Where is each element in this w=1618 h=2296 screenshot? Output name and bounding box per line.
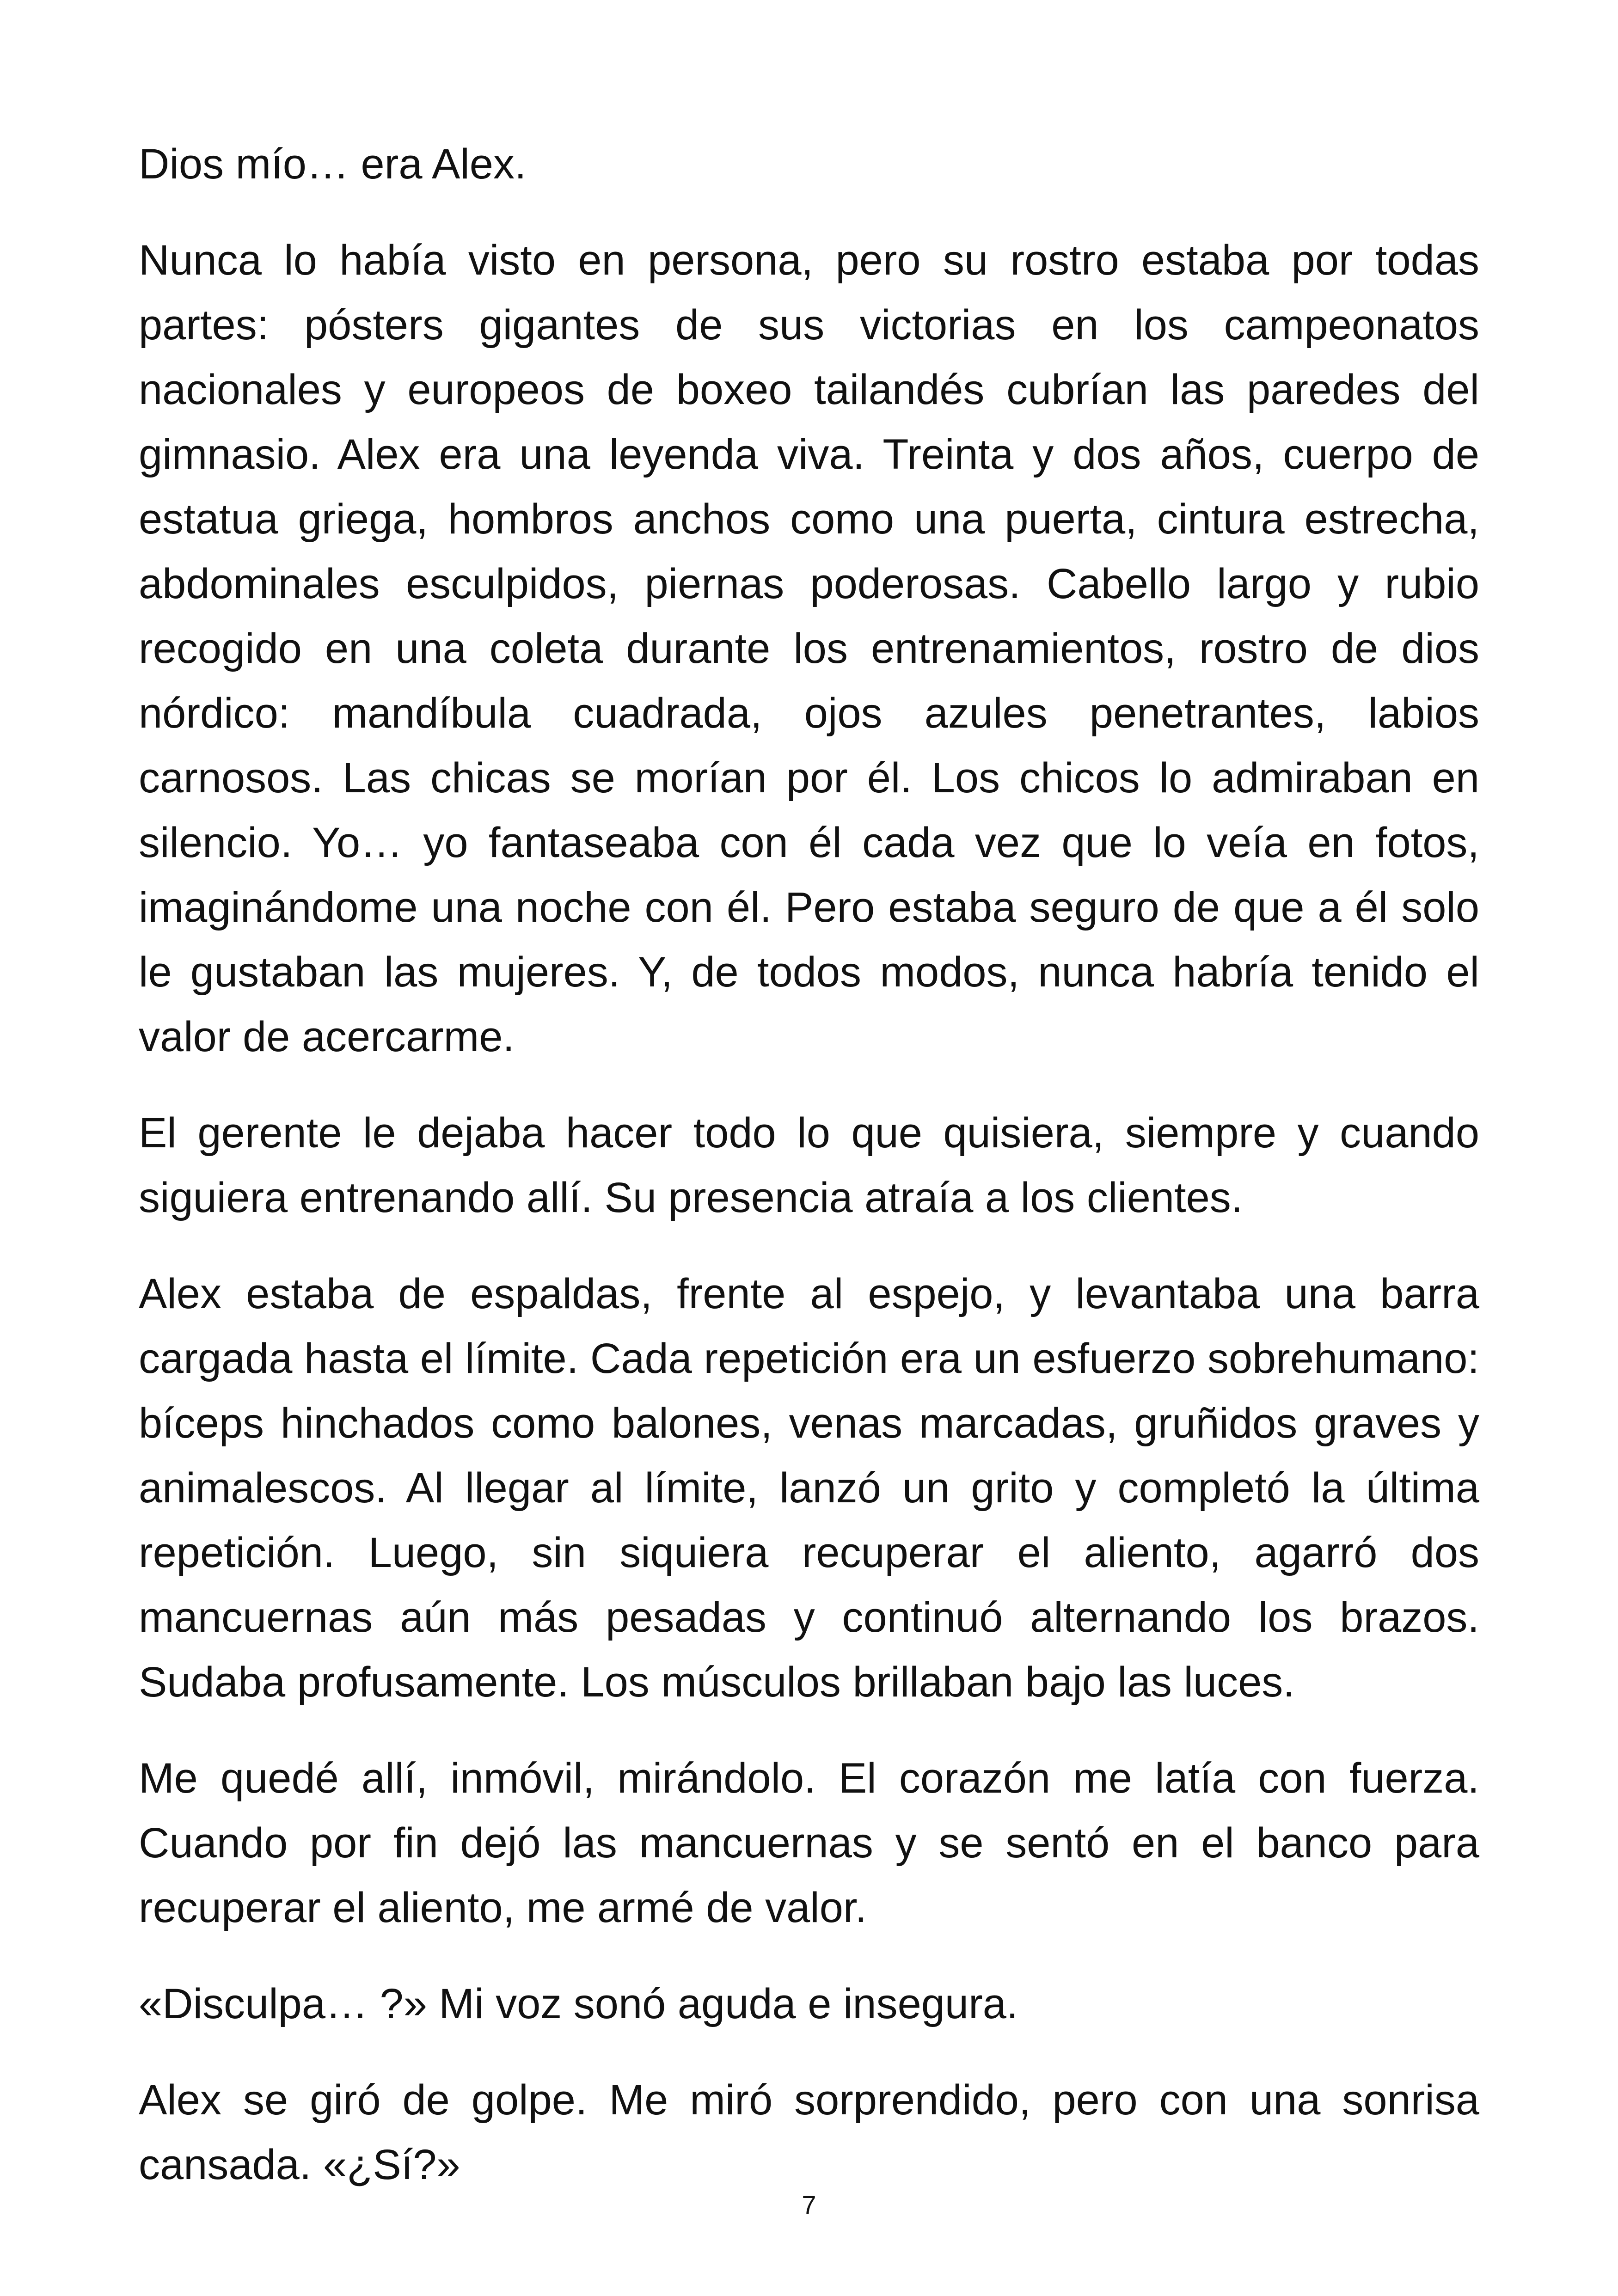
paragraph-4: Alex estaba de espaldas, frente al espejo, y levantaba una barra cargada hasta el límite. Cada repetición era un esfuerzo sobrehumano: bíceps hinchados como balones, venas marcadas, gruñidos graves y animalescos. Al llegar al límite, lanzó un grito y completó la última repetición. Luego, sin siquiera recuperar el aliento, agarró dos mancuernas aún más pesadas y continuó alternando los brazos. Sudaba profusamente. Los músculos brillaban bajo las luces. [139, 1270, 1479, 1706]
paragraph-7: Alex se giró de golpe. Me miró sorprendido, pero con una sonrisa cansada. «¿Sí?» [139, 2076, 1479, 2188]
page-number: 7 [802, 2190, 816, 2219]
paragraph-1: Dios mío… era Alex. [139, 141, 527, 188]
paragraph-6: «Disculpa… ?» Mi voz sonó aguda e insegura. [139, 1980, 1018, 2027]
paragraph-5: Me quedé allí, inmóvil, mirándolo. El corazón me latía con fuerza. Cuando por fin dejó las mancuernas y se sentó en el banco para recuperar el aliento, me armé de valor. [139, 1755, 1479, 1931]
body-text [139, 132, 1479, 2197]
paragraph-2: Nunca lo había visto en persona, pero su rostro estaba por todas partes: pósters gigantes de sus victorias en los campeonatos nacionales y europeos de boxeo tailandés cubrían las paredes del gimnasio. Alex era una leyenda viva. Treinta y dos años, cuerpo de estatua griega, hombros anchos como una puerta, cintura estrecha, abdominales esculpidos, piernas poderosas. Cabello largo y rubio recogido en una coleta durante los entrenamientos, rostro de dios nórdico: mandíbula cuadrada, ojos azules penetrantes, labios carnosos. Las chicas se morían por él. Los chicos lo admiraban en silencio. Yo… yo fantaseaba con él cada vez que lo veía en fotos, imaginándome una noche con él. Pero estaba seguro de que a él solo le gustaban las mujeres. Y, de todos modos, nunca habría tenido el valor de acercarme. [139, 237, 1479, 1060]
paragraph-3: El gerente le dejaba hacer todo lo que quisiera, siempre y cuando siguiera entrenando allí. Su presencia atraía a los clientes. [139, 1109, 1479, 1221]
